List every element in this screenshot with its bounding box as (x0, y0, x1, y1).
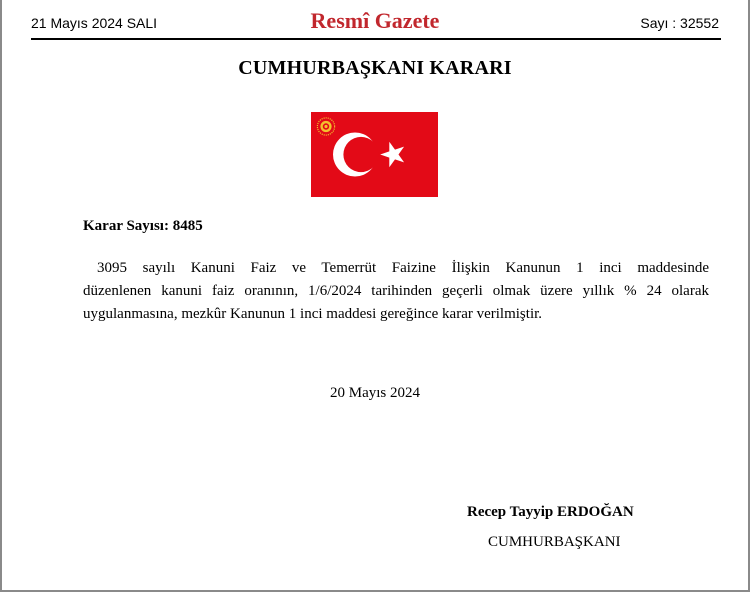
decree-body (83, 257, 709, 326)
signer-name: Recep Tayyip ERDOĞAN (467, 504, 634, 520)
issue-number: Sayı : 32552 (640, 15, 719, 31)
signer-title: CUMHURBAŞKANI (488, 534, 621, 550)
decree-number: Karar Sayısı: 8485 (83, 218, 203, 234)
decision-date: 20 Mayıs 2024 (330, 385, 420, 401)
header-divider (31, 38, 721, 40)
gazette-title: Resmî Gazete (310, 8, 440, 33)
decree-body-line-3: uygulanmasına, mezkûr Kanunun 1 inci maddesi gereğince karar verilmiştir. (83, 306, 543, 322)
page-border-left (0, 0, 2, 592)
crescent-inner (343, 137, 378, 172)
decree-title: CUMHURBAŞKANI KARARI (238, 57, 512, 79)
turkish-flag-with-presidential-seal-icon (311, 112, 438, 197)
decree-body-line-2: düzenlenen kanuni faiz oranının, 1/6/2024 tarihinden geçerli olmak üzere yıllık % 24 olarak (83, 283, 709, 299)
decree-body-line-1: 3095 sayılı Kanuni Faiz ve Temerrüt Faizine İlişkin Kanunun 1 inci maddesinde (97, 260, 709, 276)
header-date: 21 Mayıs 2024 SALI (31, 15, 158, 31)
